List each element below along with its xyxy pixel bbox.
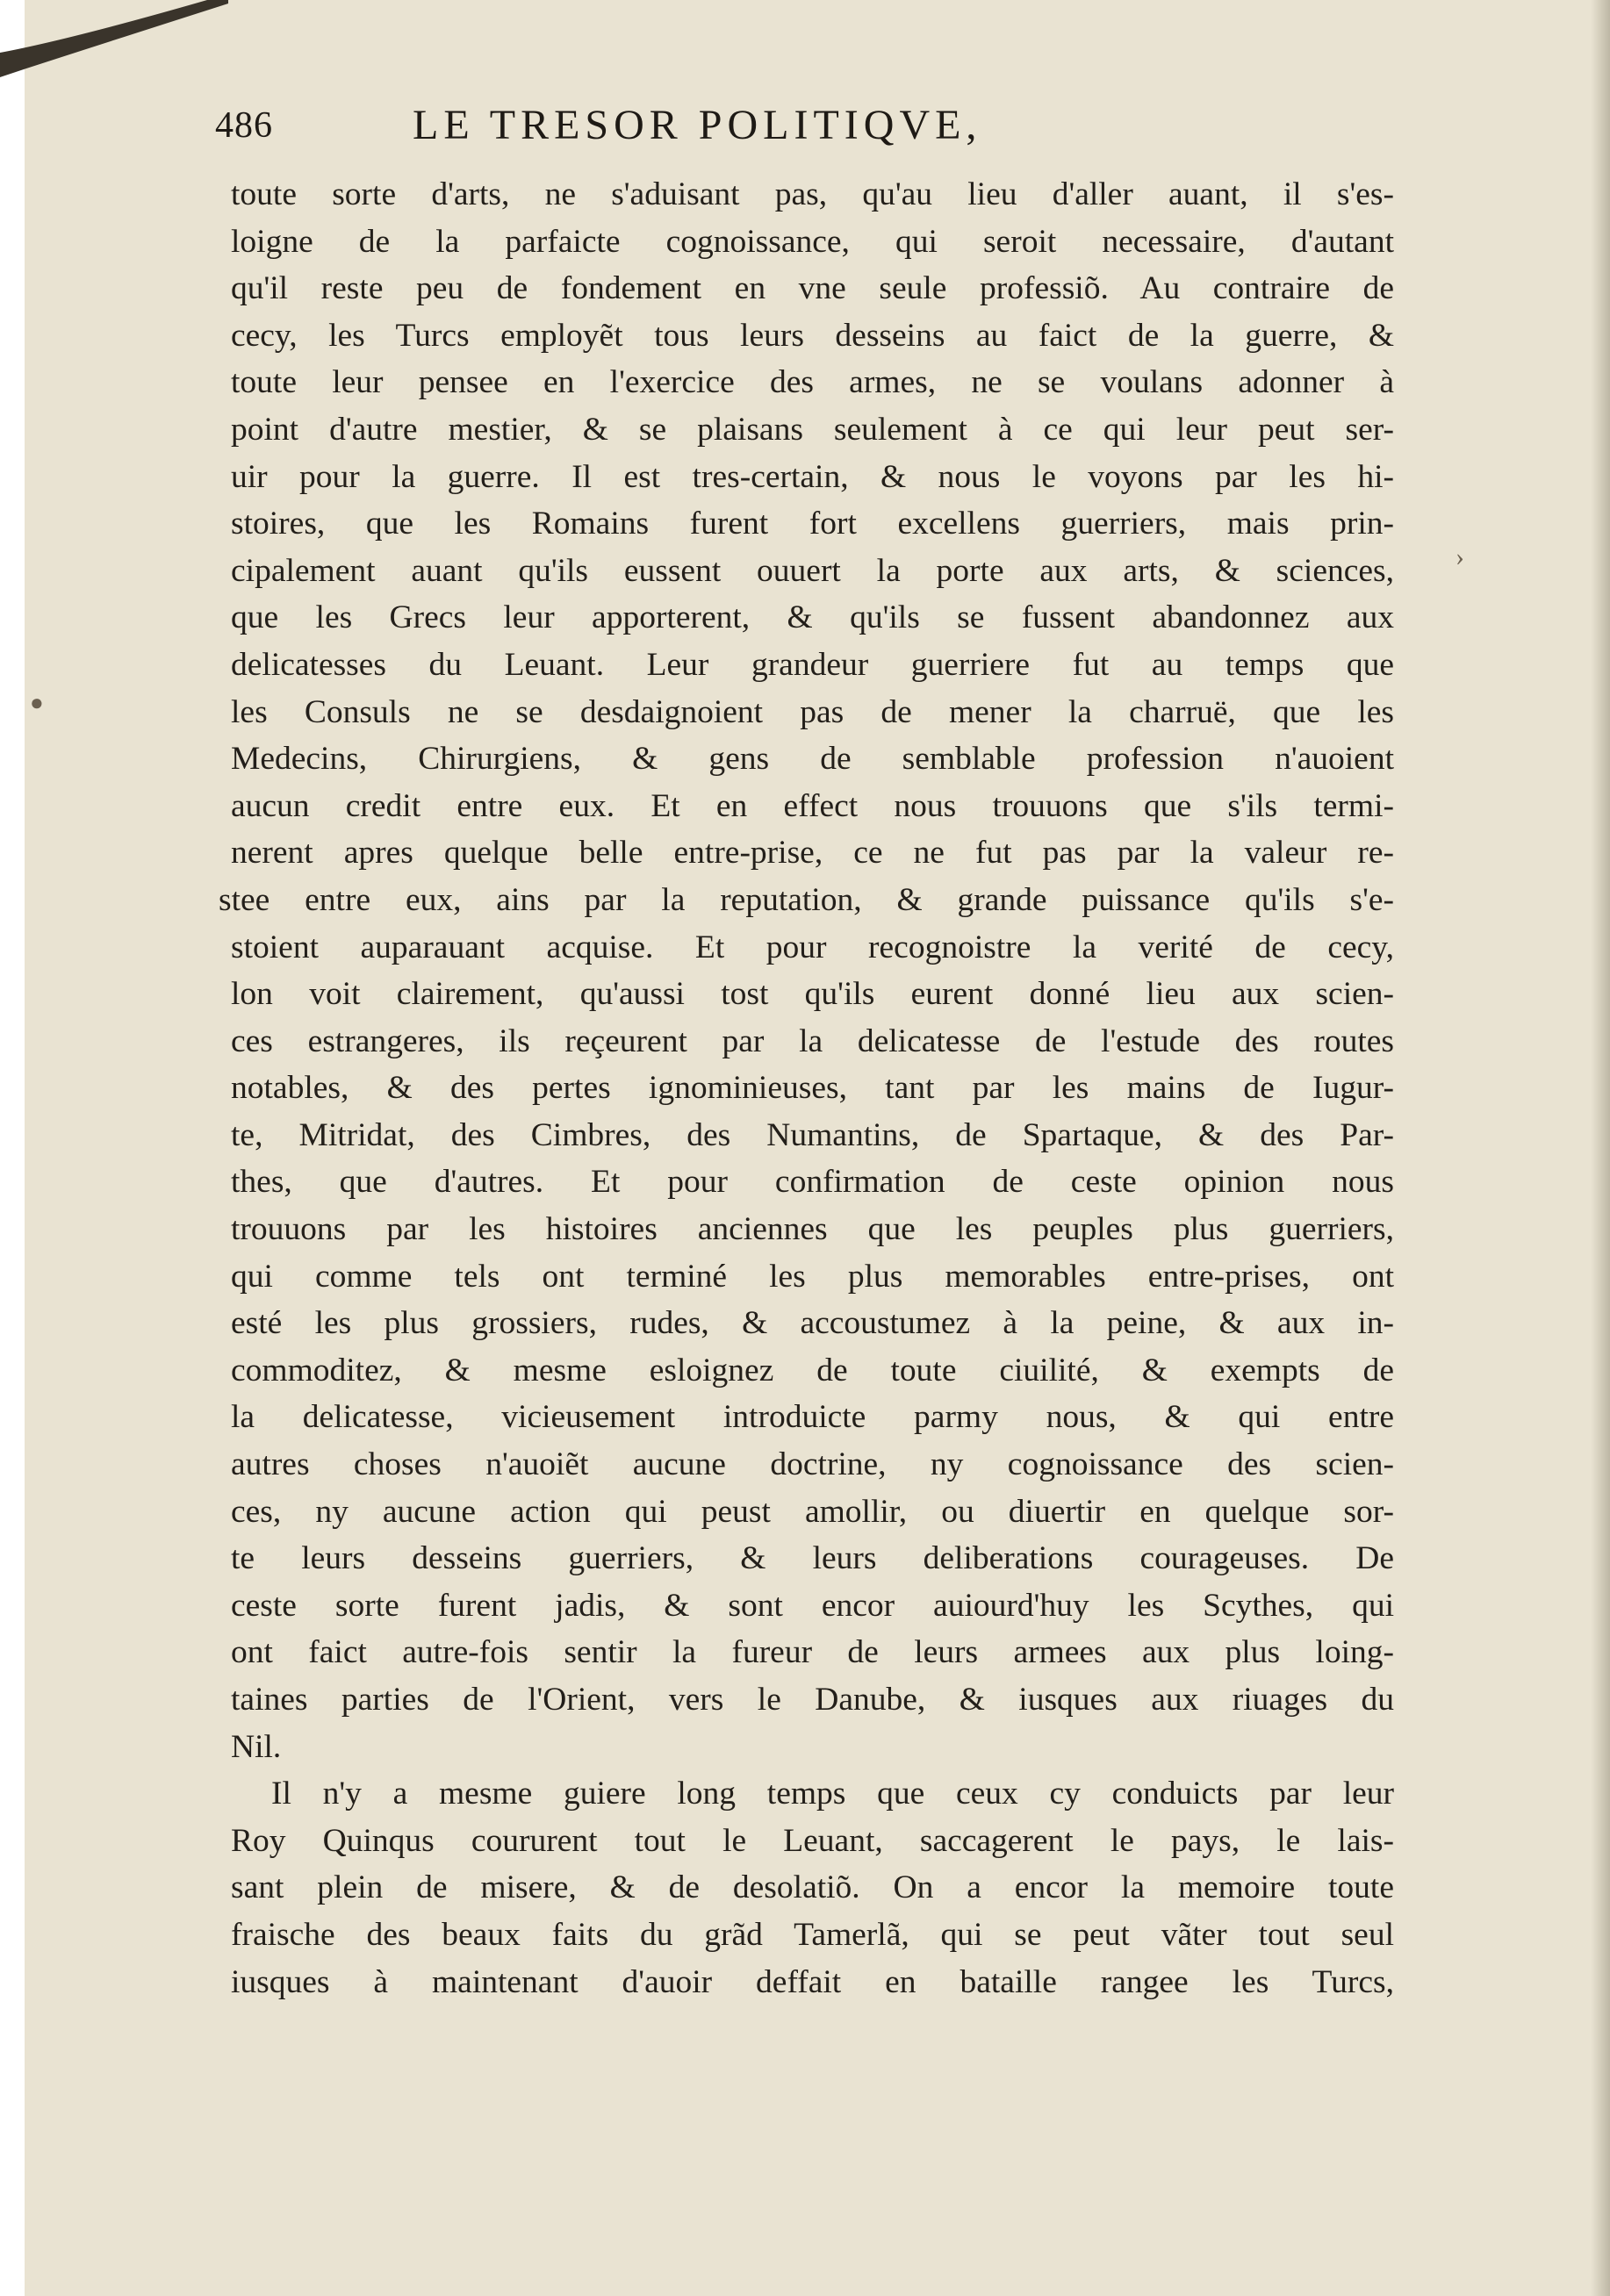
text-line: que les Grecs leur apporterent, & qu'ils se fussent abandonnez aux xyxy=(231,599,1394,636)
text-line: qui comme tels ont terminé les plus memorables entre-prises, ont xyxy=(231,1258,1394,1295)
text-line: Medecins, Chirurgiens, & gens de semblable profession n'auoient xyxy=(231,741,1394,778)
text-line: stee entre eux, ains par la reputation, & grande puissance qu'ils s'e- xyxy=(219,881,1394,918)
text-line: autres choses n'auoiẽt aucune doctrine, ny cognoissance des scien- xyxy=(231,1446,1394,1483)
page-number: 486 xyxy=(215,105,273,146)
text-line: fraische des beaux faits du grãd Tamerlã, qui se peut vãter tout seul xyxy=(231,1916,1394,1953)
text-line: Nil. xyxy=(231,1728,282,1765)
text-line: ont faict autre-fois sentir la fureur de leurs armees aux plus loing- xyxy=(231,1634,1394,1671)
text-line: iusques à maintenant d'auoir deffait en bataille rangee les Turcs, xyxy=(231,1963,1394,2000)
text-line: thes, que d'autres. Et pour confirmation de ceste opinion nous xyxy=(231,1164,1394,1201)
text-line: trouuons par les histoires anciennes que les peuples plus guerriers, xyxy=(231,1211,1394,1248)
text-line: esté les plus grossiers, rudes, & accoustumez à la peine, & aux in- xyxy=(231,1305,1394,1342)
text-line: stoires, que les Romains furent fort excellens guerriers, mais prin- xyxy=(231,506,1394,542)
text-line: delicatesses du Leuant. Leur grandeur guerriere fut au temps que xyxy=(231,646,1394,683)
text-line: ces estrangeres, ils reçeurent par la delicatesse de l'estude des routes xyxy=(231,1022,1394,1059)
binding-shadow xyxy=(1591,0,1610,2296)
text-line: point d'autre mestier, & se plaisans seulement à ce qui leur peut ser- xyxy=(231,411,1394,448)
text-line: stoient auparauant acquise. Et pour recognoistre la verité de cecy, xyxy=(231,929,1394,965)
text-line: uir pour la guerre. Il est tres-certain, & nous le voyons par les hi- xyxy=(231,458,1394,495)
running-title: LE TRESOR POLITIQVE, xyxy=(413,102,982,148)
text-line: sant plein de misere, & de desolatiõ. On a encor la memoire toute xyxy=(231,1869,1394,1906)
body-text xyxy=(219,171,1394,2005)
text-line: lon voit clairement, qu'aussi tost qu'ils eurent donné lieu aux scien- xyxy=(231,976,1394,1013)
margin-tick-right: › xyxy=(1455,542,1464,571)
corner-ink-stroke xyxy=(0,0,228,79)
text-line: nerent apres quelque belle entre-prise, ce ne fut pas par la valeur re- xyxy=(231,835,1394,872)
text-line: te leurs desseins guerriers, & leurs deliberations courageuses. De xyxy=(231,1540,1394,1577)
text-line: aucun credit entre eux. Et en effect nous trouuons que s'ils termi- xyxy=(231,787,1394,824)
text-line: loigne de la parfaicte cognoissance, qui seroit necessaire, d'autant xyxy=(231,223,1394,260)
text-line: la delicatesse, vicieusement introduicte parmy nous, & qui entre xyxy=(231,1399,1394,1436)
text-line: ceste sorte furent jadis, & sont encor auiourd'huy les Scythes, qui xyxy=(231,1587,1394,1624)
text-line: ces, ny aucune action qui peust amollir, ou diuertir en quelque sor- xyxy=(231,1493,1394,1530)
text-line: te, Mitridat, des Cimbres, des Numantins, de Spartaque, & des Par- xyxy=(231,1116,1394,1153)
margin-dot-left: ● xyxy=(30,690,44,715)
text-line: cecy, les Turcs employẽt tous leurs desseins au faict de la guerre, & xyxy=(231,317,1394,354)
text-line: qu'il reste peu de fondement en vne seule professiõ. Au contraire de xyxy=(231,270,1394,307)
text-line: taines parties de l'Orient, vers le Danube, & iusques aux riuages du xyxy=(231,1682,1394,1718)
text-line: commoditez, & mesme esloignez de toute ciuilité, & exempts de xyxy=(231,1352,1394,1388)
text-line: notables, & des pertes ignominieuses, tant par les mains de Iugur- xyxy=(231,1070,1394,1107)
running-head xyxy=(189,101,1242,162)
text-line: Il n'y a mesme guiere long temps que ceux cy conduicts par leur xyxy=(271,1776,1394,1812)
text-line: cipalement auant qu'ils eussent ouuert la porte aux arts, & sciences, xyxy=(231,552,1394,589)
text-line: Roy Quinqus coururent tout le Leuant, saccagerent le pays, le lais- xyxy=(231,1822,1394,1859)
text-line: toute leur pensee en l'exercice des armes, ne se voulans adonner à xyxy=(231,364,1394,401)
text-line: les Consuls ne se desdaignoient pas de mener la charruë, que les xyxy=(231,693,1394,730)
text-line: toute sorte d'arts, ne s'aduisant pas, qu'au lieu d'aller auant, il s'es- xyxy=(231,176,1394,212)
